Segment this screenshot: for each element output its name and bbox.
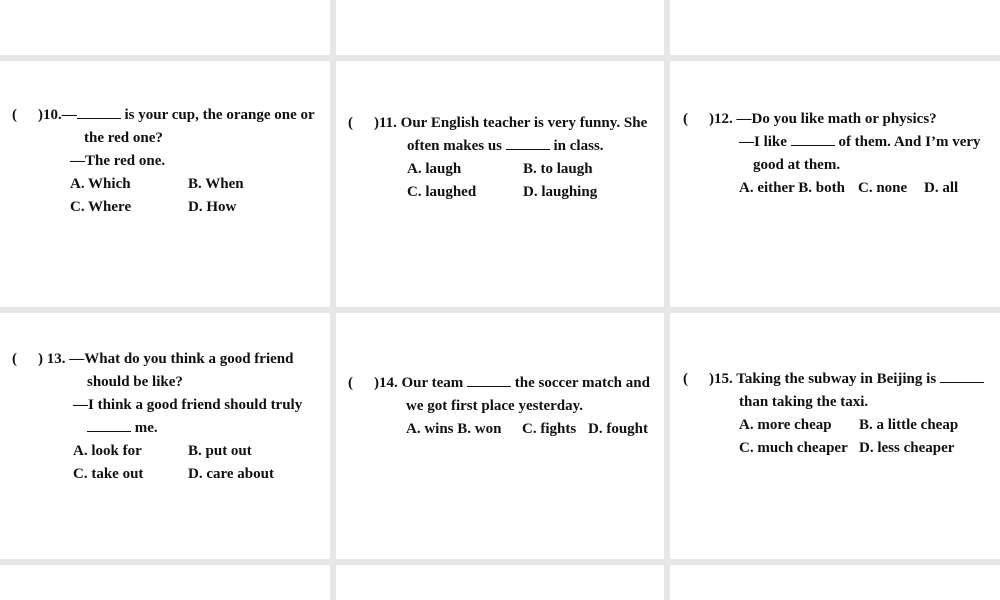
question-text: )12. —Do you like math or physics? [709,111,937,127]
answer-paren: ( [12,107,17,123]
question-text: )15. Taking the subway in Beijing is [709,371,937,387]
option-d: D. less cheaper [859,440,955,456]
option-c: C. fights [522,421,577,437]
question-text: —I think a good friend should truly [73,397,303,413]
cell-bottom-left [0,565,330,600]
option-a: A. more cheap [739,417,832,433]
option-a: A. Which [70,176,131,192]
question-text: of them. And I’m very [838,134,981,150]
option-a: A. laugh [407,161,462,177]
question-text: we got first place yesterday. [406,398,584,414]
question-12 [683,108,993,200]
question-text: —I like [739,134,787,150]
answer-paren: ( [348,375,353,391]
answer-paren: ( [348,115,353,131]
option-c: C. Where [70,199,132,215]
answer-paren: ( [683,111,688,127]
question-11 [348,112,658,204]
option-ab: A. wins B. won [406,421,502,437]
question-text: the red one? [84,130,163,146]
option-d: D. laughing [523,184,598,200]
option-b: B. When [188,176,244,192]
option-b: B. to laugh [523,161,593,177]
answer-blank [506,135,550,150]
answer-paren: ( [683,371,688,387]
answer-paren: ( [12,351,17,367]
question-text: the soccer match and [514,375,650,391]
option-c: C. laughed [407,184,477,200]
option-d: D. How [188,199,237,215]
option-c: C. take out [73,466,144,482]
question-number: )10.— [38,107,77,123]
cell-top-left [0,0,330,55]
question-text: often makes us [407,138,503,154]
cell-top-middle [336,0,664,55]
option-b: B. put out [188,443,252,459]
question-13 [12,348,322,486]
option-ab: A. either B. both [739,180,845,196]
answer-blank [940,368,984,383]
cell-top-right [670,0,1000,55]
question-10 [12,104,322,219]
option-d: D. fought [588,421,649,437]
cell-bottom-right [670,565,1000,600]
question-14 [348,372,658,441]
answer-blank [87,417,131,432]
option-d: D. all [924,180,959,196]
question-text: should be like? [87,374,183,390]
question-text: —The red one. [70,153,166,169]
question-15 [683,368,993,460]
question-text: good at them. [753,157,841,173]
cell-bottom-middle [336,565,664,600]
question-text: in class. [553,138,604,154]
question-text: ) 13. —What do you think a good friend [38,351,294,367]
option-b: B. a little cheap [859,417,959,433]
option-c: C. much cheaper [739,440,848,456]
answer-blank [467,372,511,387]
question-text: than taking the taxi. [739,394,869,410]
option-c: C. none [858,180,908,196]
answer-blank [77,104,121,119]
question-text: )14. Our team [374,375,464,391]
answer-blank [791,131,835,146]
question-text: is your cup, the orange one or [124,107,315,123]
option-a: A. look for [73,443,142,459]
question-text: )11. Our English teacher is very funny. She [374,115,648,131]
option-d: D. care about [188,466,274,482]
question-text: me. [134,420,158,436]
